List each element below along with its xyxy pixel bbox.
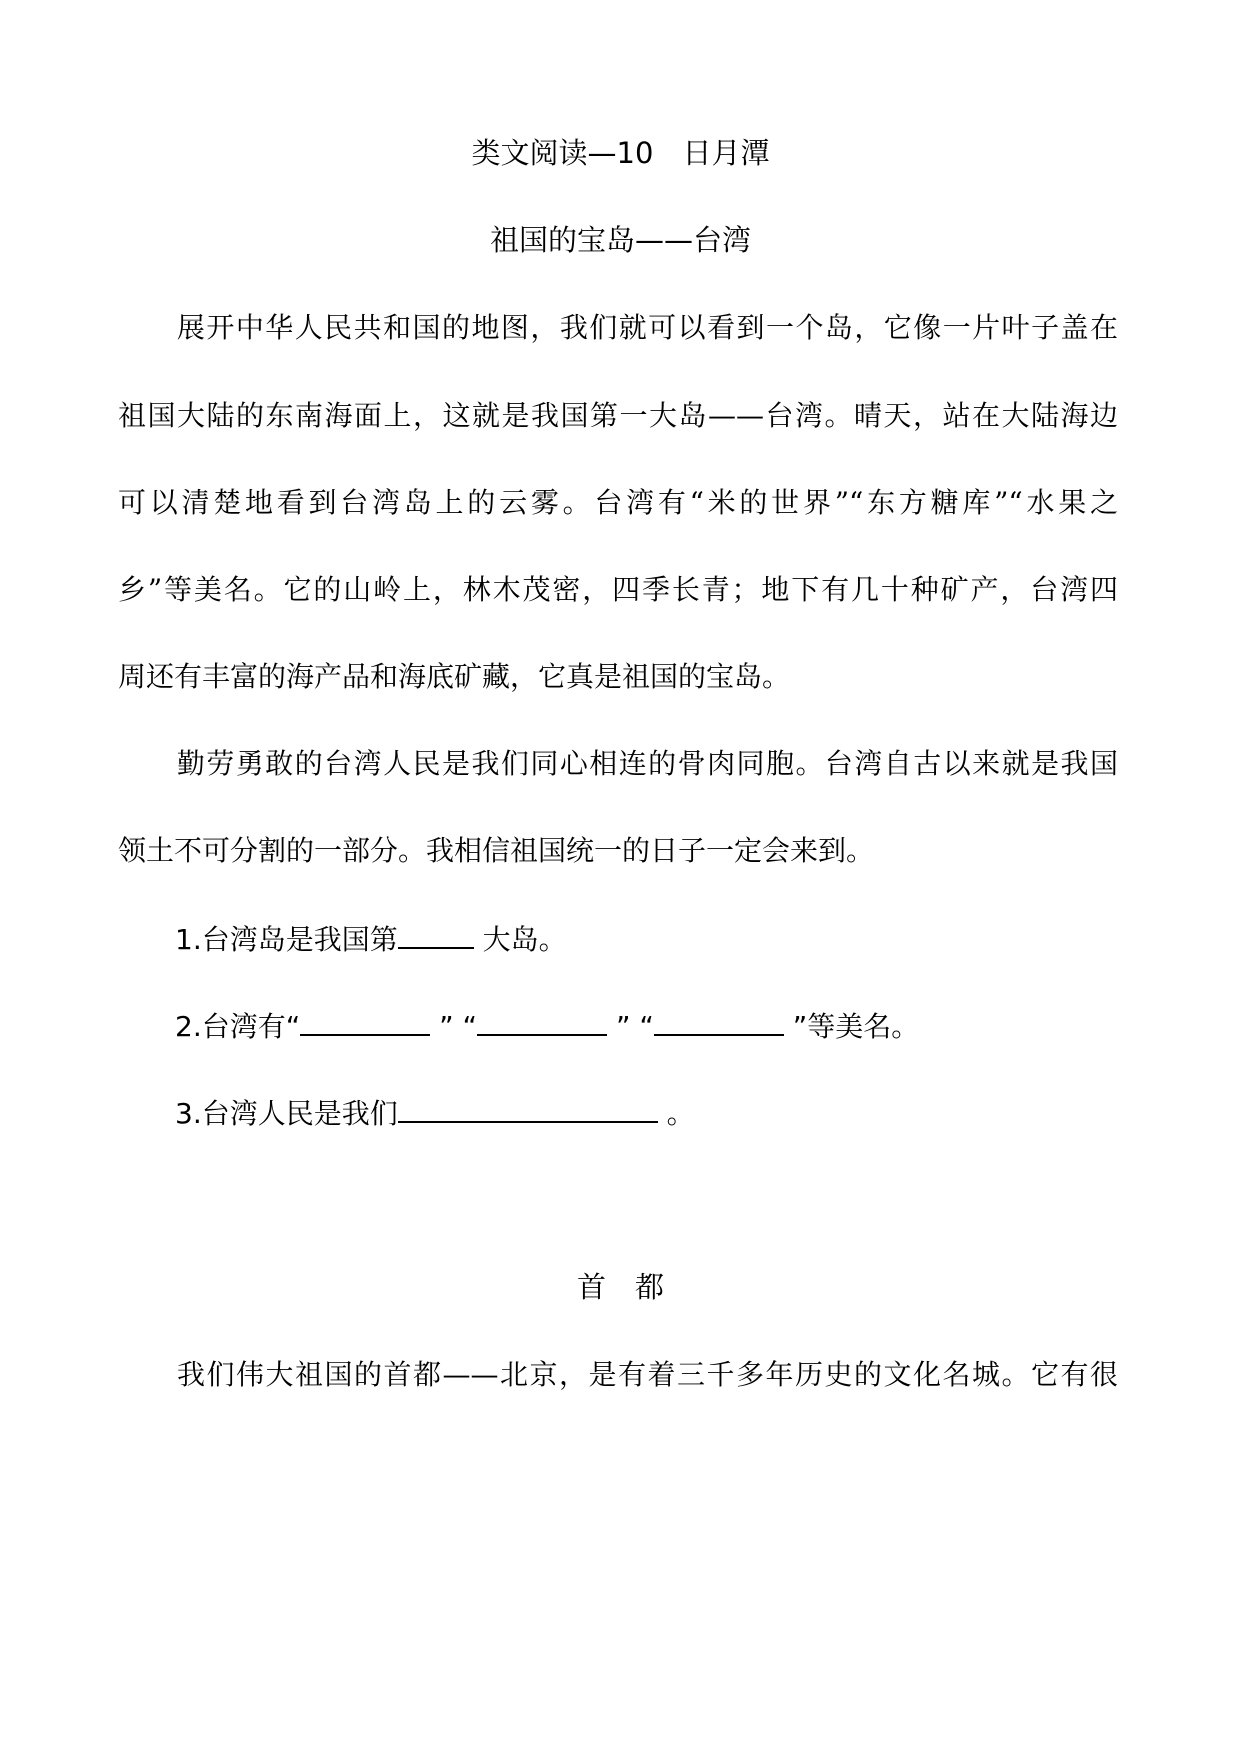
question-1-answer-blank[interactable]	[398, 919, 474, 949]
question-3-answer-blank[interactable]	[398, 1093, 658, 1123]
question-3	[175, 1093, 695, 1134]
passage-line: 我们伟大祖国的首都——北京，是有着三千多年历史的文化名城。它有很	[118, 1358, 1118, 1391]
passage-line: 勤劳勇敢的台湾人民是我们同心相连的骨肉同胞。台湾自古以来就是我国	[118, 747, 1118, 780]
question-2-suffix: ”等美名。	[783, 1010, 920, 1043]
passage-title-taiwan: 祖国的宝岛——台湾	[489, 223, 751, 257]
passage-line: 祖国大陆的东南海面上，这就是我国第一大岛——台湾。晴天，站在大陆海边	[118, 399, 1118, 432]
question-2-answer-blank-3[interactable]	[654, 1006, 784, 1036]
passage-title-capital: 首 都	[576, 1270, 664, 1304]
question-2-prefix: 2.台湾有“	[175, 1010, 301, 1043]
question-1-suffix: 大岛。	[473, 923, 567, 956]
passage-line: 展开中华人民共和国的地图，我们就可以看到一个岛，它像一片叶子盖在	[118, 311, 1118, 344]
question-2-answer-blank-1[interactable]	[300, 1006, 430, 1036]
question-1-prefix: 1.台湾岛是我国第	[175, 923, 398, 956]
passage-line: 乡”等美名。它的山岭上，林木茂密，四季长青；地下有几十种矿产，台湾四	[118, 573, 1118, 606]
question-2-separator-1: ” “	[430, 1010, 478, 1043]
passage-line: 周还有丰富的海产品和海底矿藏，它真是祖国的宝岛。	[118, 660, 791, 693]
question-3-suffix: 。	[657, 1097, 695, 1130]
question-2-answer-blank-2[interactable]	[477, 1006, 607, 1036]
passage-line: 可以清楚地看到台湾岛上的云雾。台湾有“米的世界”“东方糖库”“水果之	[118, 486, 1118, 519]
question-1	[175, 919, 567, 960]
question-2	[175, 1006, 919, 1047]
passage-line: 领土不可分割的一部分。我相信祖国统一的日子一定会来到。	[118, 834, 875, 867]
worksheet-header: 类文阅读—10 日月潭	[471, 136, 770, 170]
question-3-prefix: 3.台湾人民是我们	[175, 1097, 398, 1130]
question-2-separator-2: ” “	[607, 1010, 654, 1043]
